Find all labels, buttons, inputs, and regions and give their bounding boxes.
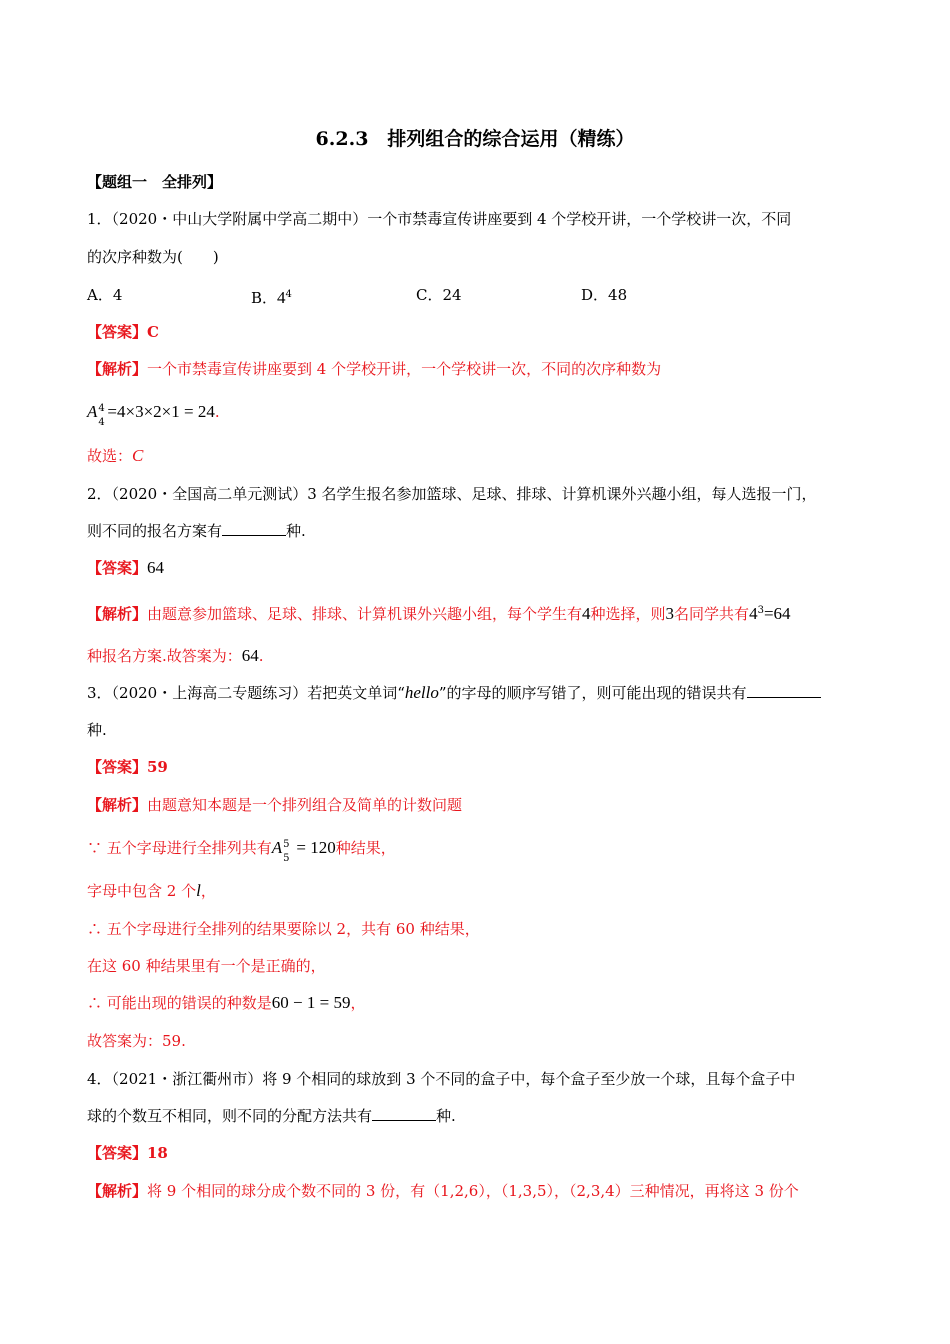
q3-step5-b: ， <box>350 994 366 1012</box>
q3-stem-line1 <box>87 683 821 703</box>
q3-step2-letter: l <box>196 881 201 900</box>
q4-analysis <box>87 1181 799 1201</box>
q1-formula-end: . <box>214 403 220 421</box>
q3-stem-line2: 种. <box>87 721 107 739</box>
q3-step1-a: ∵ 五个字母进行全排列共有 <box>87 839 272 857</box>
q3-step5-a: ∴ 可能出现的错误的种数是 <box>87 994 272 1012</box>
q1-conclusion-value: C <box>132 446 144 465</box>
q3-step5 <box>87 993 365 1013</box>
q3-step5-eq: 60 − 1 = 59 <box>271 993 351 1012</box>
q2-answer <box>87 558 164 578</box>
q3-answer: 【答案】59 <box>87 758 168 776</box>
q2-analysis-c: 名同学共有 <box>674 605 750 623</box>
q1-formula-rest: =4×3×2×1 = 24 <box>107 402 215 421</box>
q1-option-b-base: 4 <box>277 288 286 307</box>
q4-answer-blank <box>372 1106 436 1121</box>
q2-analysis-label: 【解析】 <box>87 605 148 623</box>
q3-step1-b: 种结果， <box>335 839 396 857</box>
q2-analysis-b: 种选择，则 <box>590 605 666 623</box>
q1-stem-line1: 1．（2020・中山大学附属中学高二期中）一个市禁毒宣传讲座要到 4 个学校开讲，一个学校讲一次，不同 <box>87 210 792 228</box>
q4-answer: 【答案】18 <box>87 1144 168 1162</box>
q1-option-b-exp: 4 <box>285 289 292 300</box>
q3-stem-line1-a: 3．（2020・上海高二专题练习）若把英文单词“ <box>87 684 405 702</box>
q2-answer-value: 64 <box>147 558 165 577</box>
q3-answer-blank <box>747 683 821 698</box>
q1-option-b-label: B． <box>251 289 278 307</box>
q1-answer: 【答案】C <box>87 323 159 341</box>
q1-formula <box>87 402 220 428</box>
q2-analysis-exp: 3 <box>757 605 764 616</box>
q2-answer-label: 【答案】 <box>87 559 148 577</box>
q1-analysis-label: 【解析】 <box>87 360 148 378</box>
q3-analysis-text: 由题意知本题是一个排列组合及简单的计数问题 <box>147 796 463 814</box>
q3-analysis <box>87 795 462 815</box>
q2-analysis-n1: 4 <box>582 604 591 623</box>
q3-stem-word: hello <box>404 683 439 702</box>
q2-analysis-line2-a: 种报名方案.故答案为： <box>87 647 242 665</box>
q2-analysis-line2 <box>87 646 264 666</box>
q2-analysis-a: 由题意参加篮球、足球、排球、计算机课外兴趣小组，每个学生有 <box>147 605 583 623</box>
q3-conclusion: 故答案为：59. <box>87 1032 186 1050</box>
q2-analysis <box>87 601 791 624</box>
page-title: 6.2.3 排列组合的综合运用（精练） <box>315 128 635 150</box>
q3-step1 <box>87 838 396 864</box>
q3-step1-sup: 5 <box>283 839 290 850</box>
q1-conclusion-label: 故选： <box>87 447 133 465</box>
q2-analysis-result: =64 <box>763 604 791 623</box>
q1-analysis-text: 一个市禁毒宣传讲座要到 4 个学校开讲，一个学校讲一次，不同的次序种数为 <box>147 360 662 378</box>
q2-stem-line2-b: 种. <box>286 522 306 540</box>
q2-analysis-base: 4 <box>749 604 758 623</box>
q2-stem-line1: 2．（2020・全国高二单元测试）3 名学生报名参加篮球、足球、排球、计算机课外兴趣小组，每人选报一门， <box>87 485 817 503</box>
q1-option-b <box>251 285 292 308</box>
q1-conclusion <box>87 446 143 466</box>
q2-analysis-line2-end: . <box>258 647 264 665</box>
q4-stem-line1: 4．（2021・浙江衢州市）将 9 个相同的球放到 3 个不同的盒子中，每个盒子至少放一个球，且每个盒子中 <box>87 1070 796 1088</box>
q2-analysis-n2: 3 <box>665 604 675 623</box>
q3-step2-a: 字母中包含 2 个 <box>87 882 197 900</box>
q4-analysis-label: 【解析】 <box>87 1182 148 1200</box>
q4-stem-line2-b: 种. <box>436 1107 456 1125</box>
q3-step1-indices <box>282 839 292 864</box>
q2-stem-line2 <box>87 521 306 541</box>
q1-option-d: D．48 <box>581 286 628 304</box>
q1-formula-indices <box>97 403 107 428</box>
q4-stem-line2-a: 球的个数互不相同，则不同的分配方法共有 <box>87 1107 373 1125</box>
q1-analysis <box>87 359 661 379</box>
q3-stem-line1-b: ”的字母的顺序写错了，则可能出现的错误共有 <box>438 684 747 702</box>
q3-step2 <box>87 881 216 901</box>
q2-analysis-line2-value: 64 <box>241 646 259 665</box>
q4-analysis-text: 将 9 个相同的球分成个数不同的 3 份，有（1,2,6），（1,3,5），（2,3,4）三种情况，再将这 3 份个 <box>147 1182 799 1200</box>
q1-option-c: C．24 <box>416 286 462 304</box>
q2-answer-blank <box>222 521 286 536</box>
q3-step1-a-symbol: A <box>271 838 283 857</box>
q2-stem-line2-a: 则不同的报名方案有 <box>87 522 223 540</box>
q3-step2-b: ， <box>200 882 216 900</box>
q3-analysis-label: 【解析】 <box>87 796 148 814</box>
q1-stem-line2: 的次序种数为( ) <box>87 248 219 266</box>
q1-formula-a: A <box>87 402 98 421</box>
q3-step4: 在这 60 种结果里有一个是正确的， <box>87 957 326 975</box>
q3-step3: ∴ 五个字母进行全排列的结果要除以 2，共有 60 种结果， <box>87 920 480 938</box>
q1-option-a: A．4 <box>87 286 123 304</box>
q1-formula-sup: 4 <box>98 403 105 414</box>
q1-formula-sub: 4 <box>98 417 105 428</box>
q3-step1-sub: 5 <box>283 853 290 864</box>
group-heading: 【题组一 全排列】 <box>87 173 223 191</box>
q4-stem-line2 <box>87 1106 456 1126</box>
q3-step1-eq: = 120 <box>292 838 336 857</box>
